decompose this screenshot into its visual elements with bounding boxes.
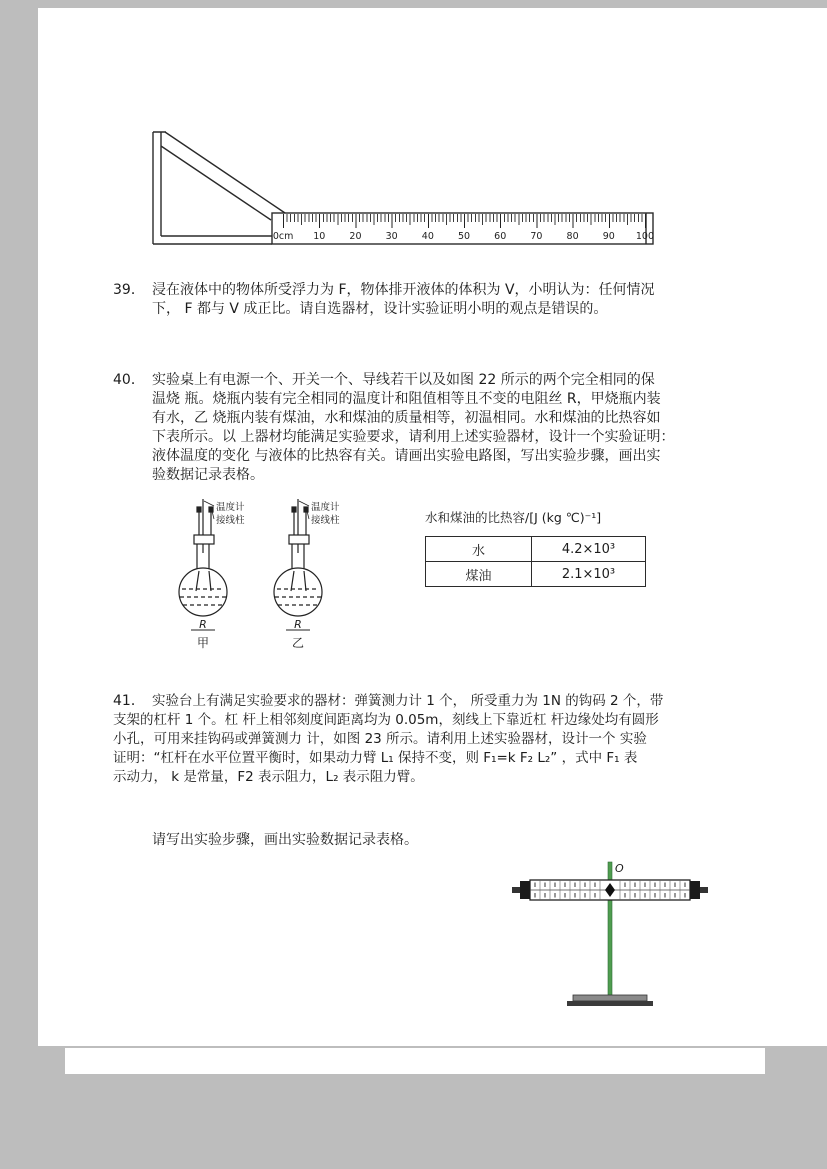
question-line: 证明：“杠杆在水平位置平衡时，如果动力臂 L₁ 保持不变，则 F₁=k F₂ L₂” ，式中 F₁ 表 [113,750,638,766]
resistor-label: R [294,618,302,631]
resistor-label: R [199,618,207,631]
terminal-label: 接线柱 [216,515,245,526]
thermometer-label: 温度计 [216,502,245,513]
question-line: 实验台上有满足实验要求的器材：弹簧测力计 1 个， 所受重力为 1N 的钩码 2 个，带 [152,693,664,709]
ruler-label: 50 [457,231,471,242]
ruler-label: 70 [530,231,543,242]
value-cell: 4.2×10³ [532,537,646,562]
question-line: 下， F 都与 V 成正比。请自选器材，设计实验证明小明的观点是错误的。 [152,301,608,317]
lever-end-cap-left [520,881,530,899]
question-line: 支架的杠杆 1 个。杠 杆上相邻刻度间距离均为 0.05m，刻线上下靠近杠 杆边缘处均有圆形 [113,712,659,728]
ruler-label: 60 [494,231,507,242]
question-line: 示动力， k 是常量，F2 表示阻力，L₂ 表示阻力臂。 [113,769,424,785]
ruler-major-ticks [283,214,647,228]
flask-bulb [179,568,227,616]
ruler-label: 20 [349,231,362,242]
substance-cell: 煤油 [426,562,532,587]
stand-base [567,995,653,1006]
lever-pin-right [700,887,708,893]
heat-table-title: 水和煤油的比热容/[J (kg ℃)⁻¹] [425,510,602,525]
lever-bar [512,880,708,900]
substance-cell: 水 [426,537,532,562]
question-line: 小孔，可用来挂钩码或弹簧测力 计，如图 23 所示。请利用上述实验器材，设计一个 实验 [113,731,647,747]
flask-jia-label: 甲 [196,636,210,650]
ruler-label: 80 [566,231,579,242]
question-41-first-line [152,692,663,711]
question-line: 浸在液体中的物体所受浮力为 F，物体排开液体的体积为 V，小明认为：任何情况 [152,282,655,298]
ruler-label: 40 [421,231,434,242]
ruler-label: 30 [385,231,398,242]
ruler-label: 0cm [272,231,294,242]
set-square-icon [153,132,285,244]
heat-capacity-block [425,508,655,587]
question-line: 验数据记录表格。 [152,467,264,483]
question-line: 下表所示。以 上器材均能满足实验要求，请利用上述实验器材，设计一个实验证明： [152,429,675,445]
figure-lever [505,856,717,1014]
question-40-text [152,371,674,485]
question-41-number: 41． [113,693,145,709]
bottom-page-strip [65,1048,765,1074]
lever-end-cap-right [690,881,700,899]
instruction-line: 请写出实验步骤，画出实验数据记录表格。 [152,832,418,848]
figure-flasks [158,495,373,670]
table-row [426,562,646,587]
question-41-text [113,711,659,787]
pivot-label: O [615,862,624,875]
question-line: 实验桌上有电源一个、开关一个、导线若干以及如图 22 所示的两个完全相同的保 [152,372,655,388]
terminal-label: 接线柱 [311,515,340,526]
flask-bulb [274,568,322,616]
heat-capacity-table [425,536,646,587]
question-40-number: 40． [113,372,145,388]
thermometer-label: 温度计 [311,502,340,513]
value-cell: 2.1×10³ [532,562,646,587]
table-row [426,537,646,562]
question-39-text [152,281,655,319]
question-39-number: 39． [113,282,145,298]
ruler-scale-labels [265,231,664,242]
ruler-label: 10 [313,231,326,242]
question-line: 有水，乙 烧瓶内装有煤油，水和煤油的质量相等，初温相同。水和煤油的比热容如 [152,410,661,426]
question-line: 温烧 瓶。烧瓶内装有完全相同的温度计和阻值相等且不变的电阻丝 R，甲烧瓶内装 [152,391,661,407]
flask-yi-label: 乙 [291,636,305,650]
ruler-label: 100 [635,231,655,242]
question-line: 液体温度的变化 与液体的比热容有关。请画出实验电路图，写出实验步骤，画出实 [152,448,661,464]
lever-pin-left [512,887,520,893]
ruler-label: 90 [602,231,615,242]
